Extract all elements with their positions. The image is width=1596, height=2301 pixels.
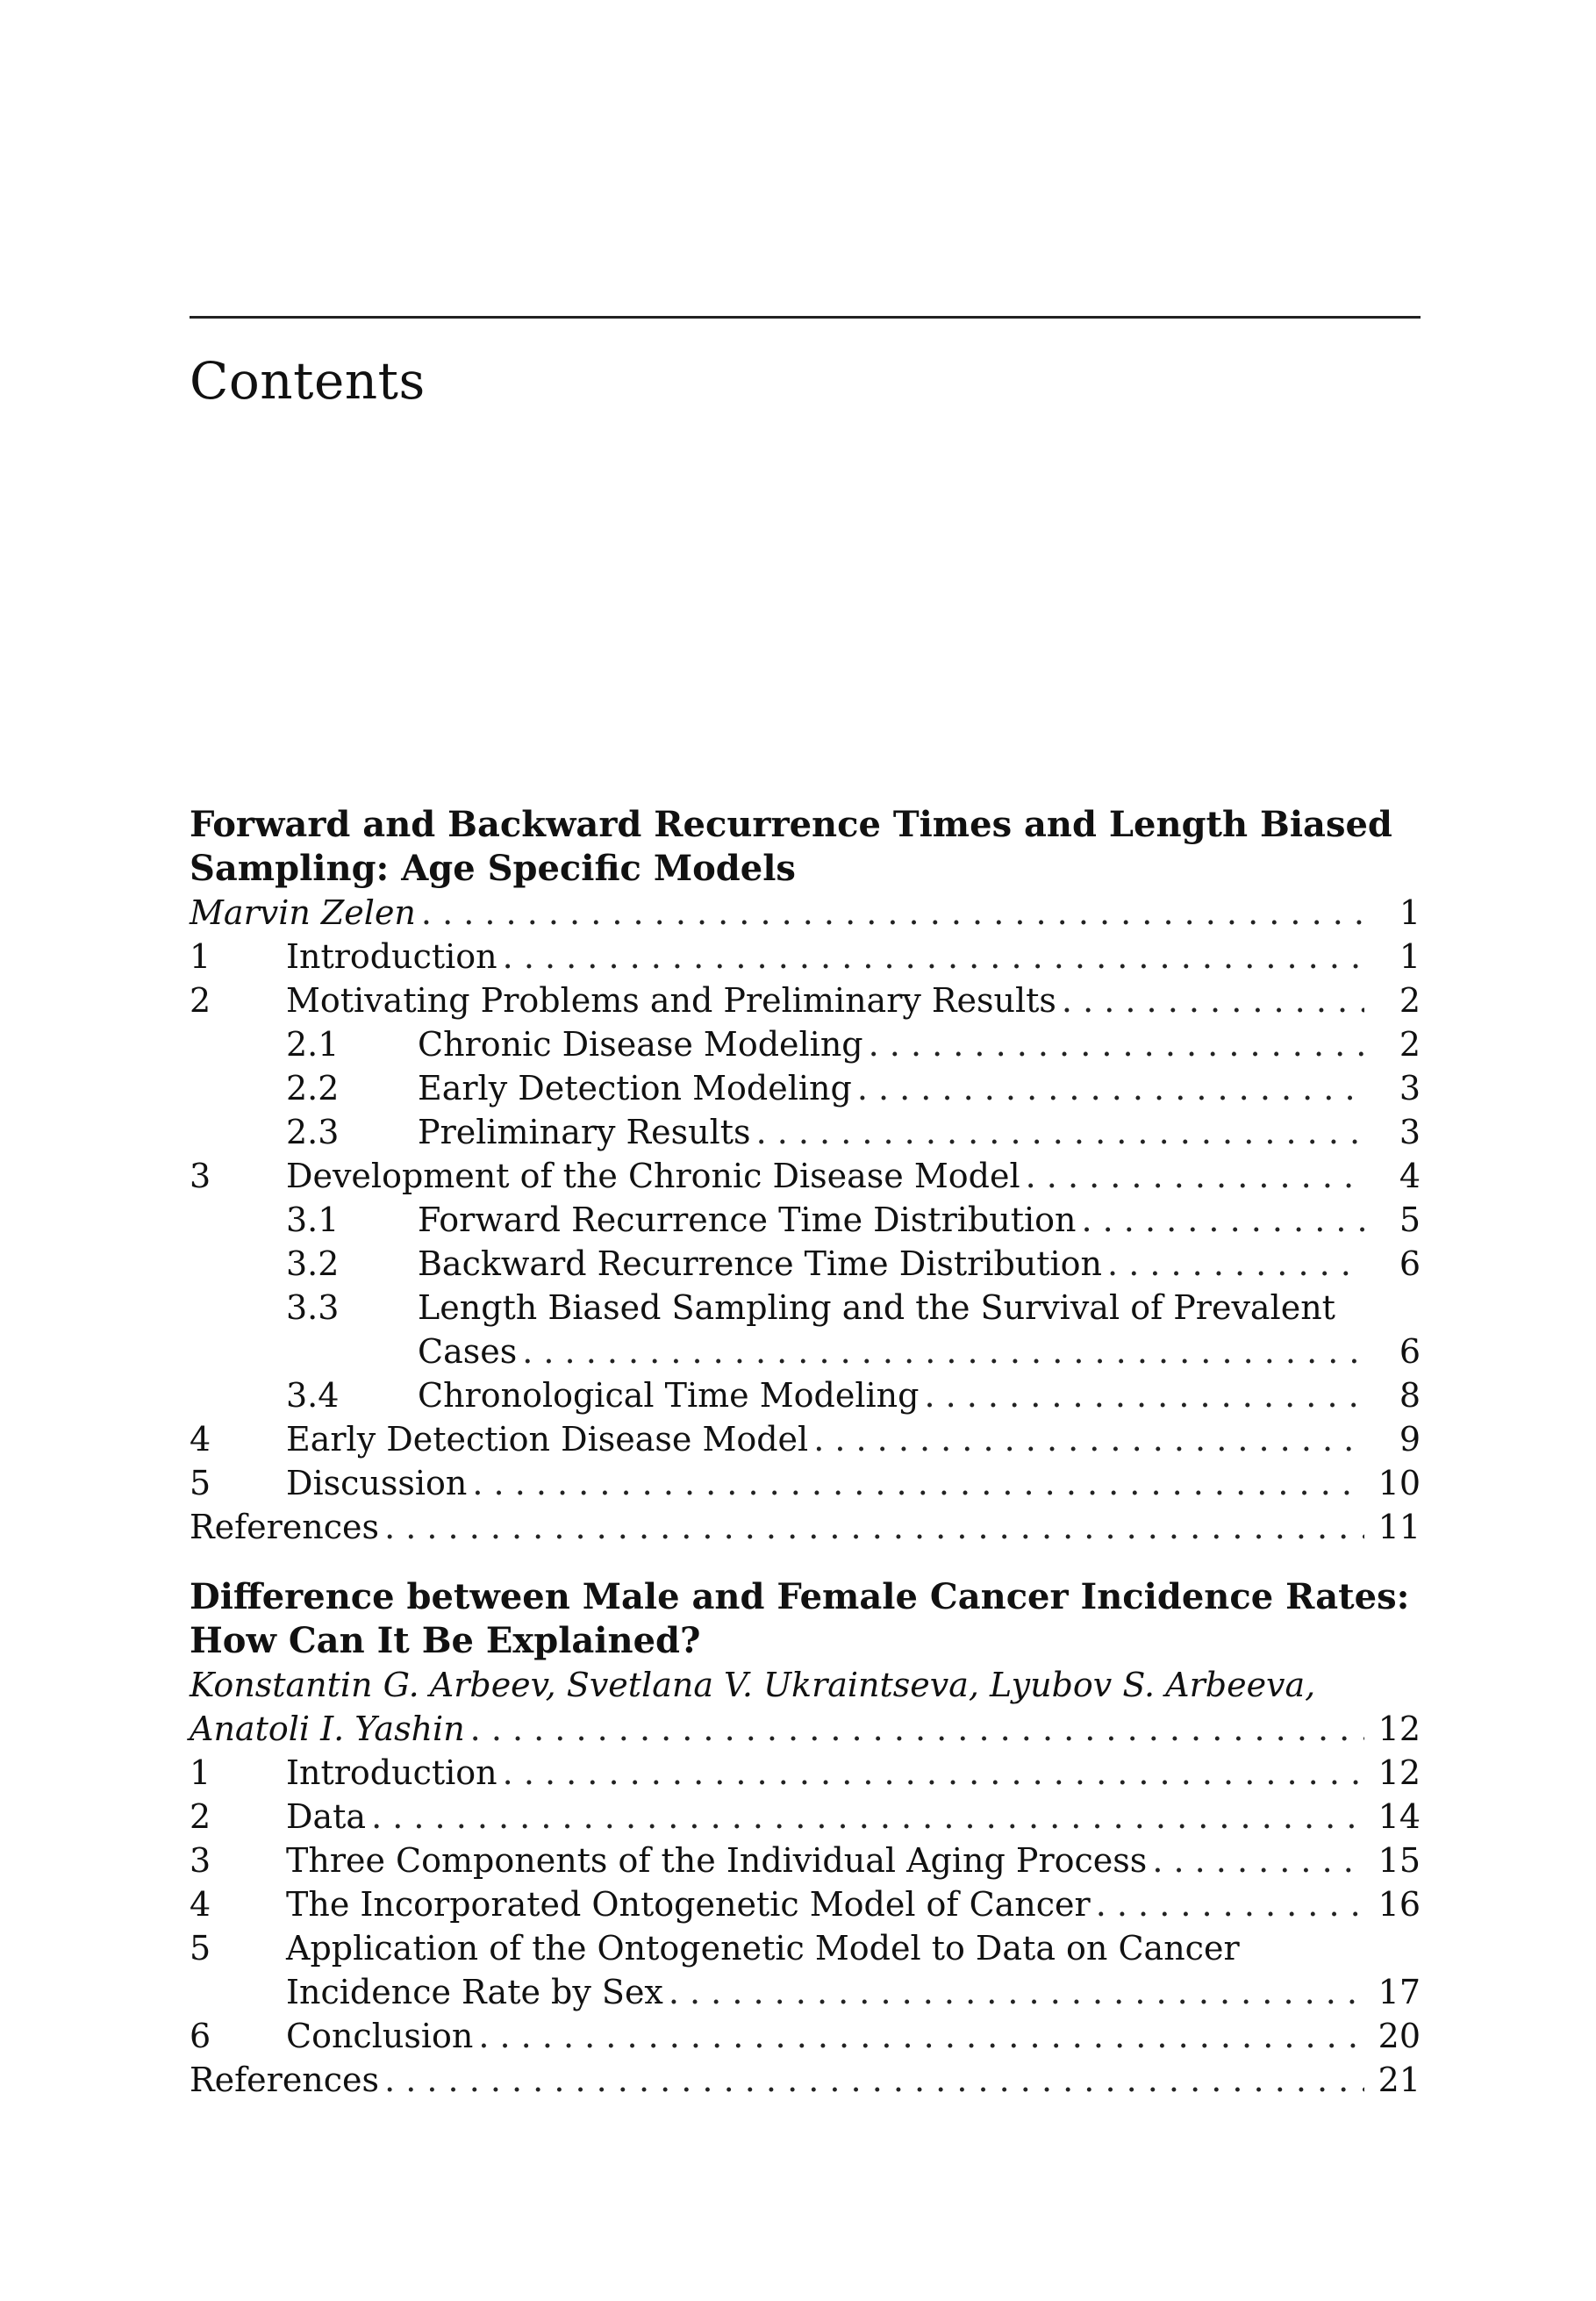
toc-entry[interactable] [190,2014,1421,2058]
page-number: 21 [1378,2061,1421,2099]
section-title-continued: Incidence Rate by Sex [286,1973,663,2011]
page-number: 3 [1399,1113,1421,1151]
heading-rule [190,316,1421,319]
section-number: 5 [190,1464,211,1502]
subsection-title: Chronic Disease Modeling [418,1025,863,1064]
article-title[interactable]: Forward and Backward Recurrence Times and Length Biased Sampling: Age Specific Models [190,804,1392,889]
dot-leader [924,1373,1364,1417]
toc-subentry-line2[interactable] [190,1330,1421,1373]
article-2 [190,1575,1421,2102]
page-number: 8 [1399,1376,1421,1415]
author-line-1[interactable] [190,1663,1421,1707]
section-title: Three Components of the Individual Aging Process [286,1841,1148,1880]
dot-leader [421,891,1364,935]
dot-leader [1152,1839,1364,1882]
references-label: References [190,2061,380,2099]
dot-leader [756,1110,1364,1154]
toc-entry[interactable] [190,1417,1421,1461]
section-title: Introduction [286,937,497,976]
toc-entry-line1[interactable] [190,1926,1421,1970]
section-number: 4 [190,1885,211,1924]
section-number: 2 [190,981,211,1020]
dot-leader [472,1461,1364,1505]
section-number: 3 [190,1157,211,1195]
page-number: 10 [1378,1464,1421,1502]
toc-subentry-line1[interactable] [190,1286,1421,1330]
dot-leader [857,1066,1364,1110]
page-number: 3 [1399,1069,1421,1107]
toc-entry-line2[interactable] [190,1970,1421,2014]
page-number: 12 [1378,1710,1421,1748]
page-number: 4 [1399,1157,1421,1195]
page-number: 2 [1399,981,1421,1020]
toc-entry[interactable] [190,1751,1421,1795]
dot-leader [371,1795,1364,1839]
toc-subentry[interactable] [190,1066,1421,1110]
references-entry[interactable] [190,1505,1421,1549]
subsection-title: Backward Recurrence Time Distribution [418,1244,1103,1283]
section-number: 6 [190,2017,211,2055]
page-number: 16 [1378,1885,1421,1924]
author-names: Anatoli I. Yashin [190,1710,465,1748]
toc-subentry[interactable] [190,1110,1421,1154]
subsection-title: Early Detection Modeling [418,1069,852,1107]
subsection-number: 2.3 [286,1113,340,1151]
toc-entry[interactable] [190,1461,1421,1505]
author-names: Konstantin G. Arbeev, Svetlana V. Ukraintseva, Lyubov S. Arbeeva, [190,1666,1316,1704]
page-number: 6 [1399,1244,1421,1283]
page-number: 1 [1399,937,1421,976]
section-title: Data [286,1797,367,1836]
section-number: 2 [190,1797,211,1836]
dot-leader [869,1022,1364,1066]
dot-leader [1062,978,1364,1022]
section-number: 5 [190,1929,211,1968]
dot-leader [478,2014,1364,2058]
section-number: 4 [190,1420,211,1459]
toc-entry[interactable] [190,1882,1421,1926]
table-of-contents [190,803,1421,2128]
subsection-title: Chronological Time Modeling [418,1376,920,1415]
dot-leader [1107,1242,1364,1286]
page-number: 20 [1378,2017,1421,2055]
section-title: Conclusion [286,2017,474,2055]
dot-leader [384,1505,1364,1549]
section-number: 1 [190,937,211,976]
section-title: Discussion [286,1464,468,1502]
section-number: 1 [190,1753,211,1792]
section-title: Introduction [286,1753,497,1792]
references-entry[interactable] [190,2058,1421,2102]
toc-subentry[interactable] [190,1022,1421,1066]
section-title: Motivating Problems and Preliminary Results [286,981,1056,1020]
dot-leader [470,1707,1364,1751]
toc-entry[interactable] [190,935,1421,978]
subsection-number: 3.4 [286,1376,340,1415]
subsection-title-continued: Cases [418,1332,518,1371]
toc-subentry[interactable] [190,1373,1421,1417]
section-title: The Incorporated Ontogenetic Model of Cancer [286,1885,1091,1924]
author-line-2[interactable] [190,1707,1421,1751]
page-number: 6 [1399,1332,1421,1371]
toc-entry[interactable] [190,1154,1421,1198]
dot-leader [503,1751,1364,1795]
subsection-number: 2.2 [286,1069,340,1107]
section-title: Early Detection Disease Model [286,1420,809,1459]
subsection-number: 3.2 [286,1244,340,1283]
section-title: Application of the Ontogenetic Model to Data on Cancer [286,1929,1240,1968]
toc-entry[interactable] [190,1795,1421,1839]
subsection-title: Forward Recurrence Time Distribution [418,1201,1077,1239]
author-line[interactable] [190,891,1421,935]
toc-entry[interactable] [190,1839,1421,1882]
article-1 [190,803,1421,1549]
dot-leader [522,1330,1364,1373]
dot-leader [384,2058,1364,2102]
author-names: Marvin Zelen [190,893,416,932]
page-title: Contents [190,351,426,411]
subsection-title: Length Biased Sampling and the Survival of Prevalent [418,1288,1335,1327]
section-title: Development of the Chronic Disease Model [286,1157,1020,1195]
dot-leader [1026,1154,1364,1198]
article-title[interactable]: Difference between Male and Female Cancer Incidence Rates: How Can It Be Explained? [190,1576,1410,1661]
toc-subentry[interactable] [190,1242,1421,1286]
page-number: 5 [1399,1201,1421,1239]
toc-entry[interactable] [190,978,1421,1022]
page-number: 1 [1399,893,1421,932]
subsection-title: Preliminary Results [418,1113,751,1151]
page-number: 2 [1399,1025,1421,1064]
dot-leader [813,1417,1364,1461]
toc-subentry[interactable] [190,1198,1421,1242]
dot-leader [1096,1882,1364,1926]
dot-leader [1081,1198,1364,1242]
page-number: 17 [1378,1973,1421,2011]
page-number: 11 [1378,1508,1421,1546]
subsection-number: 3.3 [286,1288,340,1327]
page-number: 9 [1399,1420,1421,1459]
page-number: 14 [1378,1797,1421,1836]
subsection-number: 3.1 [286,1201,340,1239]
dot-leader [503,935,1364,978]
references-label: References [190,1508,380,1546]
page-number: 12 [1378,1753,1421,1792]
subsection-number: 2.1 [286,1025,340,1064]
dot-leader [669,1970,1364,2014]
section-number: 3 [190,1841,211,1880]
page-number: 15 [1378,1841,1421,1880]
